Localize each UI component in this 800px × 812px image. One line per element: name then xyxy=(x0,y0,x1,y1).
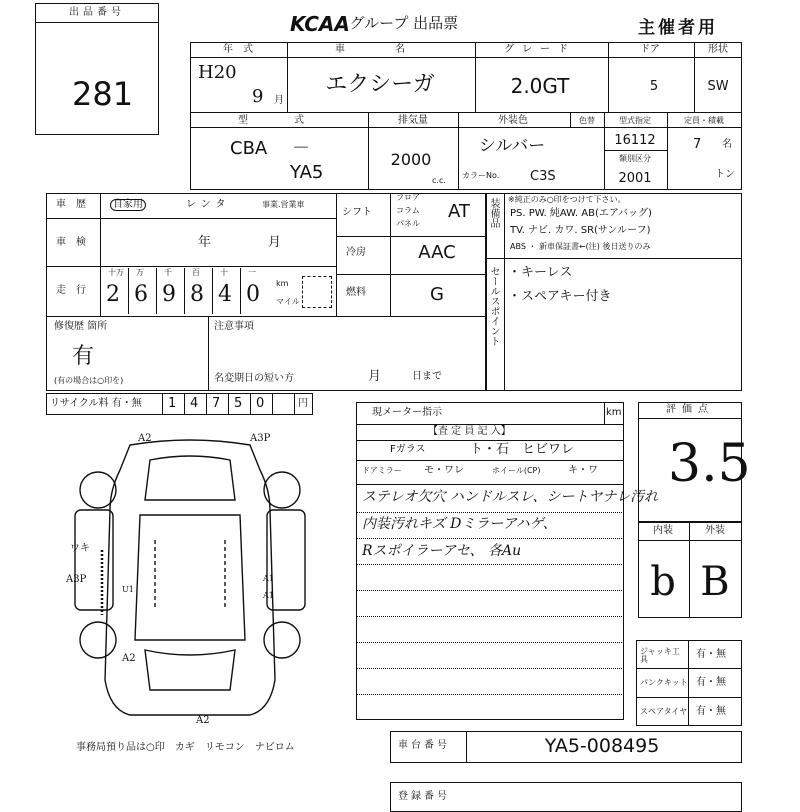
car-damage-diagram xyxy=(70,430,310,730)
damage-mark-left-door: A3P xyxy=(66,574,87,585)
inspection-month-unit: 月 xyxy=(268,235,282,250)
mile-unit: マイル xyxy=(276,297,300,306)
type-label: 型 式 xyxy=(238,115,322,126)
damage-mark-front-right: A3P xyxy=(250,433,271,444)
odometer-digit-header: 百 xyxy=(192,268,200,277)
lot-number: 281 xyxy=(72,75,134,113)
month-unit: 月 xyxy=(274,95,284,106)
inspection-label: 車 検 xyxy=(56,237,86,248)
name-change-label: 名変期日の短い方 xyxy=(214,373,294,384)
capacity-label: 定員・積載 xyxy=(684,116,724,125)
recycle-digit: 0 xyxy=(256,396,265,411)
jack-label: ジャッキ工具 xyxy=(640,647,680,664)
spare-tire-label: スペアタイヤ xyxy=(640,707,688,716)
puncture-kit-label: パンクキット xyxy=(640,678,688,687)
odometer-digit-header: 十万 xyxy=(108,268,124,277)
inspector-section-label: 【査 定 員 記 入】 xyxy=(428,426,511,437)
body-label: 形状 xyxy=(708,44,728,55)
meter-label: 現メーター指示 xyxy=(372,407,442,418)
grade-value: 2.0GT xyxy=(510,74,570,98)
displacement-value: 2000 xyxy=(390,150,432,169)
ton-unit: トン xyxy=(715,169,735,180)
shift-value: AT xyxy=(448,201,470,222)
wheel-label: ホイール(CP) xyxy=(492,466,541,475)
odometer-digit-header: 万 xyxy=(136,268,144,277)
shift-label: シフト xyxy=(342,207,372,218)
meter-km-unit: km xyxy=(606,407,622,418)
brand-logo: KCAA xyxy=(290,12,350,36)
chassis-label: 車台番号 xyxy=(398,740,450,751)
odometer-digit-header: 一 xyxy=(248,268,256,277)
type-prefix: CBA xyxy=(230,138,268,159)
puncture-yes-no: 有・無 xyxy=(696,677,726,688)
damage-mark-u1: U1 xyxy=(122,585,134,594)
glass-label: Fガラス xyxy=(390,444,426,455)
wheel-options: キ・ワ xyxy=(568,465,598,476)
km-unit: km xyxy=(276,279,289,288)
cc-unit: c.c. xyxy=(432,176,446,185)
inspection-year-unit: 年 xyxy=(198,235,212,250)
glass-options: ト・石 ヒビワレ xyxy=(470,442,575,457)
capacity-value: 7 xyxy=(693,137,702,152)
jack-yes-no: 有・無 xyxy=(696,649,726,660)
interior-label: 内装 xyxy=(653,525,673,536)
sales-point-1: ・キーレス xyxy=(508,265,573,280)
remark-line-1: ステレオ欠穴 ハンドルスレ、シートヤナレ汚れ xyxy=(362,489,659,505)
remark-line-3: Rスポイラーアセ、 各Au xyxy=(362,543,522,559)
registration-label: 登録番号 xyxy=(398,791,450,802)
sales-point-2: ・スペアキー付き xyxy=(508,289,612,304)
odometer-digit: 4 xyxy=(218,282,232,307)
equipment-label: 装備品 xyxy=(488,198,499,228)
mirror-options: モ・ワレ xyxy=(424,465,464,476)
capacity-unit: 名 xyxy=(722,139,732,150)
color-code: C3S xyxy=(530,169,556,184)
exterior-color-label: 外装色 xyxy=(498,115,528,126)
odometer-digit: 8 xyxy=(190,282,204,307)
year-month: 9 xyxy=(252,86,264,107)
doors-value: 5 xyxy=(649,79,659,94)
sheet-title: . グループ 出品票 xyxy=(340,14,459,32)
name-change-month: 月 xyxy=(368,369,382,384)
fuel-label: 燃料 xyxy=(346,287,366,298)
recycle-digit: 4 xyxy=(190,396,199,411)
odometer-digit: 2 xyxy=(106,282,120,307)
repair-value: 有 xyxy=(72,344,95,369)
office-note: 事務局預り品は○印 カギ リモコン ナビロム xyxy=(76,742,295,753)
odometer-digit: 0 xyxy=(246,282,260,307)
repair-label: 修復歴 箇所 xyxy=(54,321,108,332)
model-name-label: 車 名 xyxy=(335,44,425,55)
model-name: エクシーガ xyxy=(325,72,435,97)
damage-mark-rear-left: A2 xyxy=(122,653,136,664)
damage-mark-rear: A2 xyxy=(196,715,210,726)
name-change-day: 日まで xyxy=(412,371,442,382)
spare-yes-no: 有・無 xyxy=(696,706,726,717)
sales-point-label: セールスポイント xyxy=(488,266,499,346)
private-use-option: 自家用 xyxy=(110,199,146,211)
business-option: 事業.営業車 xyxy=(262,200,305,209)
type-dash: － xyxy=(292,138,310,159)
exterior-grade: B xyxy=(700,559,730,605)
odometer-digit: 6 xyxy=(134,282,148,307)
doors-label: ドア xyxy=(640,44,660,55)
score-label: 評価点 xyxy=(666,404,714,415)
organizer-label: 主催者用 xyxy=(638,18,718,38)
damage-mark-side-float: ウキ xyxy=(70,543,90,554)
shift-column: コラム xyxy=(396,206,420,215)
class-label: 類別区分 xyxy=(619,154,651,163)
odometer-digit-header: 千 xyxy=(164,268,172,277)
remark-line-2: 内装汚れキズ Dミラーアハゲ、 xyxy=(362,516,557,532)
mirror-label: ドアミラー xyxy=(362,466,402,475)
ac-value: AAC xyxy=(418,242,456,263)
year-label: 年 式 xyxy=(223,44,253,55)
damage-mark-a1-upper: A1 xyxy=(263,574,274,583)
recycle-digit: 1 xyxy=(168,396,177,411)
score-value: 3.5 xyxy=(668,434,751,494)
equipment-note: ※純正のみ○印をつけて下さい。 xyxy=(508,195,626,204)
ac-label: 冷房 xyxy=(346,247,366,258)
fuel-value: G xyxy=(430,284,444,305)
color-value: シルバー xyxy=(478,136,546,156)
grade-label: グレード xyxy=(504,44,576,55)
type-spec-value: 16112 xyxy=(614,133,656,148)
mileage-label: 走 行 xyxy=(56,285,86,296)
recycle-label: リサイクル料 有・無 xyxy=(50,398,142,409)
repair-note: (有の場合は○印を) xyxy=(54,376,124,385)
damage-mark-front: A2 xyxy=(138,433,152,444)
rental-option: レンタ xyxy=(186,199,231,210)
interior-grade: b xyxy=(650,559,676,605)
year-era: H20 xyxy=(198,62,237,83)
shift-floor: フロア xyxy=(396,193,420,202)
equipment-line-3: ABS ・ 新車保証書←(注) 後日送りのみ xyxy=(510,242,651,251)
recycle-digit: 5 xyxy=(234,396,243,411)
notes-label: 注意事項 xyxy=(214,321,254,332)
color-no-label: カラーNo. xyxy=(462,171,500,180)
recycle-digit: 7 xyxy=(212,396,221,411)
chassis-number: YA5-008495 xyxy=(544,735,660,757)
recycle-yen: 円 xyxy=(298,398,308,409)
equipment-line-1: PS. PW. 純AW. AB(エアバッグ) xyxy=(510,208,652,219)
type-spec-label: 型式指定 xyxy=(619,116,651,125)
odometer-digit: 9 xyxy=(162,282,176,307)
displacement-label: 排気量 xyxy=(398,115,428,126)
lot-label: 出品番号 xyxy=(69,7,125,18)
body-value: SW xyxy=(707,79,729,94)
type-code: YA5 xyxy=(290,162,324,183)
exterior-label: 外装 xyxy=(705,525,725,536)
color-change-label: 色替 xyxy=(579,116,595,125)
class-value: 2001 xyxy=(618,171,652,186)
odometer-digit-header: 十 xyxy=(220,268,228,277)
shift-panel: パネル xyxy=(396,219,420,228)
equipment-line-2: TV. ナビ. カワ. SR(サンルーフ) xyxy=(510,225,651,236)
damage-mark-a1-lower: A1 xyxy=(263,591,274,600)
history-label: 車 歴 xyxy=(56,199,86,210)
